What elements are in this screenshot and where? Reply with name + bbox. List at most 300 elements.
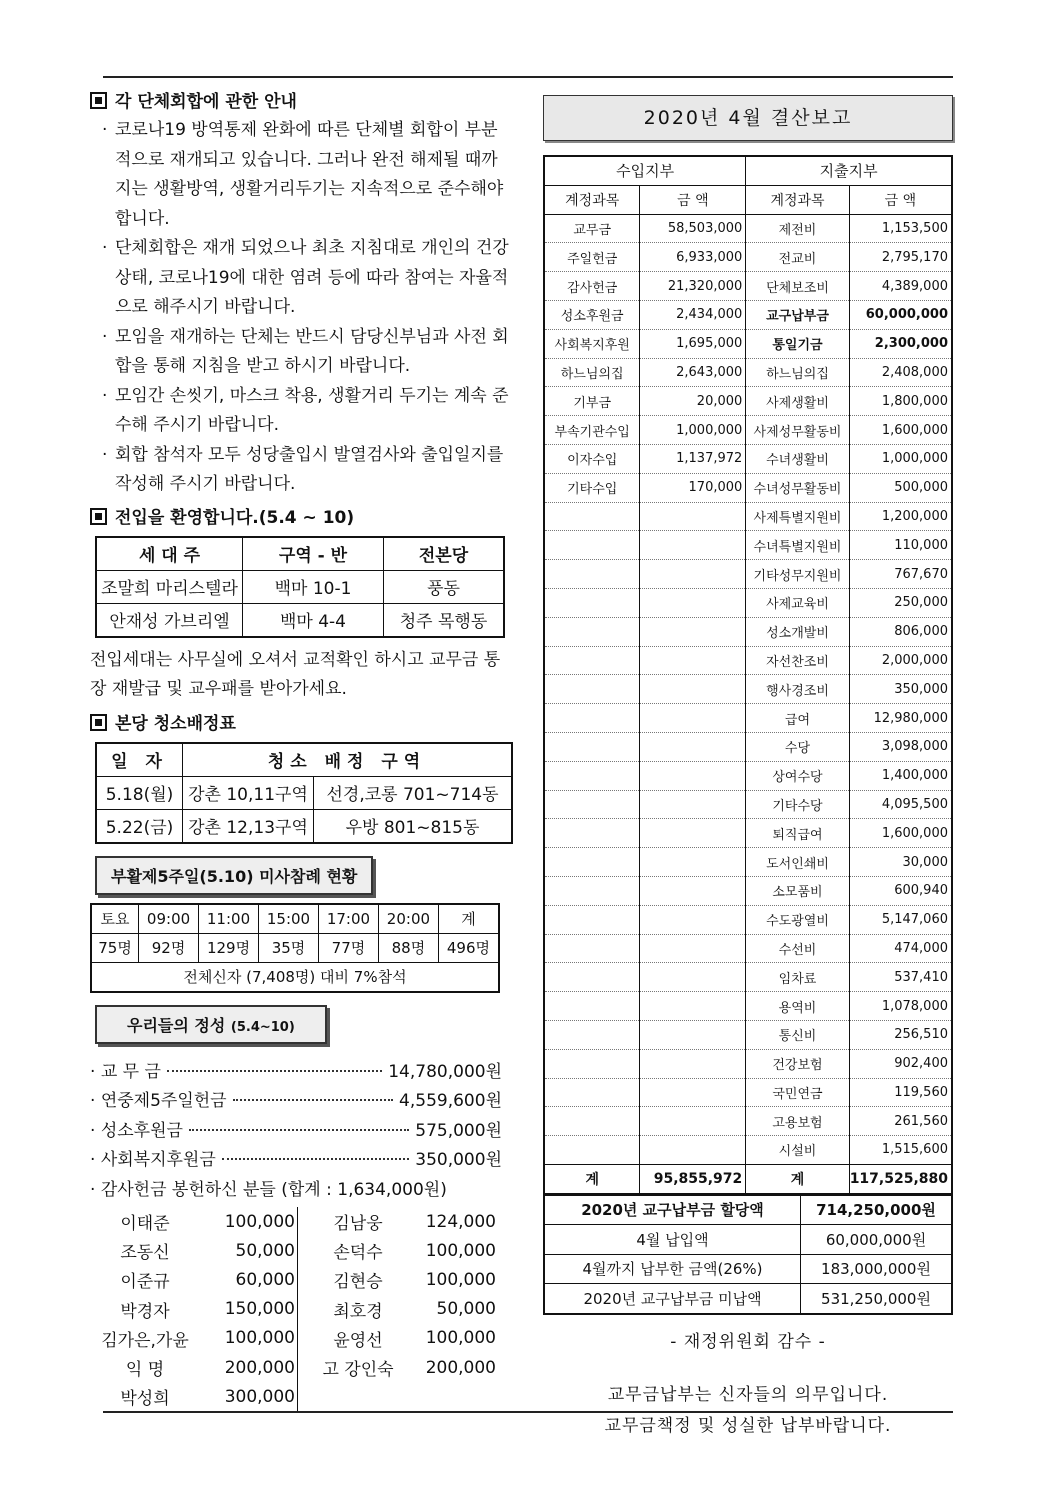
- cell: 수도광열비: [746, 905, 849, 934]
- list-item: · 연중제5주일헌금 4,559,600원: [90, 1091, 502, 1111]
- cell: [544, 876, 640, 905]
- cell: 496명: [438, 933, 499, 962]
- table-row: [544, 416, 952, 445]
- square-bullet-icon: [90, 508, 107, 525]
- cell: 77명: [318, 933, 378, 962]
- cell: 국민연금: [746, 1078, 849, 1107]
- cell: 백마 10-1: [243, 570, 384, 603]
- cell: 주일헌금: [544, 243, 640, 272]
- table-header-row: [91, 904, 499, 934]
- cell: 4월까지 납부한 금액(26%): [544, 1254, 801, 1284]
- cell: [544, 934, 640, 963]
- cell: 17:00: [318, 904, 378, 934]
- cell: 100,000: [425, 1269, 496, 1290]
- table-row: [544, 819, 952, 848]
- cell: [544, 588, 640, 617]
- cell: 성소개발비: [746, 617, 849, 646]
- cell: 95,855,972: [640, 1164, 746, 1193]
- cell: 714,250,000원: [801, 1195, 953, 1225]
- list-item: · 성소후원금 575,000원: [90, 1120, 502, 1141]
- cell: 기부금: [544, 387, 640, 416]
- cell: 500,000: [849, 473, 952, 502]
- cell: 통신비: [746, 1020, 849, 1049]
- cell: [640, 1020, 746, 1049]
- table-row: [90, 1382, 496, 1411]
- cell: 기타수입: [544, 473, 640, 502]
- table-row: [90, 1324, 496, 1353]
- cell: 20,000: [640, 387, 746, 416]
- cell: 임차료: [746, 963, 849, 992]
- square-bullet-icon: [90, 714, 107, 731]
- cleaning-title: 본당 청소배정표: [90, 710, 510, 738]
- left-column: [90, 88, 510, 1411]
- table-row: [544, 761, 952, 790]
- cell: [544, 1049, 640, 1078]
- cell: [298, 1382, 419, 1411]
- table-row: [544, 502, 952, 531]
- table-row: [544, 1078, 952, 1107]
- cell: 1,600,000: [849, 819, 952, 848]
- cell: [640, 560, 746, 589]
- cell: 이준규: [120, 1272, 170, 1293]
- notice-item: · 회합 참석자 모두 성당출입시 발열검사와 출입일지를 작성해 주시기 바랍니다.: [90, 441, 510, 500]
- cell: 200,000: [200, 1353, 298, 1382]
- cell: [640, 1049, 746, 1078]
- cell: [544, 848, 640, 877]
- cell: 767,670: [849, 560, 952, 589]
- table-row: [544, 790, 952, 819]
- cell: 806,000: [849, 617, 952, 646]
- cell: 75명: [91, 933, 139, 962]
- cell: [544, 502, 640, 531]
- cell: [544, 1107, 640, 1136]
- cleaning-table: [95, 742, 513, 844]
- cell: 100,000: [425, 1328, 496, 1349]
- table-row: [544, 1107, 952, 1136]
- total-row: [544, 1164, 952, 1193]
- cell: 4,389,000: [849, 272, 952, 301]
- cell: [544, 992, 640, 1021]
- cell: [640, 1107, 746, 1136]
- cell: 531,250,000원: [801, 1284, 953, 1314]
- table-row: [544, 560, 952, 589]
- offerings-title: 우리들의 정성 (5.4~10): [95, 1005, 327, 1044]
- list-item: · 교 무 금 14,780,000원: [90, 1061, 502, 1082]
- cell: 수녀성무활동비: [746, 473, 849, 502]
- table-row: [90, 1353, 496, 1382]
- cell: 하느님의집: [544, 358, 640, 387]
- table-row: [90, 1236, 496, 1265]
- cell: 3,098,000: [849, 732, 952, 761]
- cell: 256,510: [849, 1020, 952, 1049]
- cell: 6,933,000: [640, 243, 746, 272]
- table-row: [544, 588, 952, 617]
- cell: [544, 790, 640, 819]
- cell: 건강보험: [746, 1049, 849, 1078]
- cell: 1,800,000: [849, 387, 952, 416]
- table-row: [544, 1136, 952, 1165]
- cell: 350,000: [849, 675, 952, 704]
- cell: 계정과목: [746, 185, 849, 214]
- header-date: 일 자: [96, 743, 183, 777]
- cell: 09:00: [139, 904, 199, 934]
- cell: 1,078,000: [849, 992, 952, 1021]
- table-row: [544, 300, 952, 329]
- cell: [544, 819, 640, 848]
- cell: [544, 761, 640, 790]
- cell: 수당: [746, 732, 849, 761]
- table-row: [544, 704, 952, 733]
- cell: 1,137,972: [640, 444, 746, 473]
- table-row: [544, 934, 952, 963]
- cell: 60,000: [200, 1265, 298, 1294]
- cell: 100,000: [425, 1240, 496, 1261]
- cell: [640, 531, 746, 560]
- cell: 손덕수: [333, 1243, 383, 1264]
- cell: [640, 992, 746, 1021]
- cell: [640, 675, 746, 704]
- cell: 하느님의집: [746, 358, 849, 387]
- cell: 도서인쇄비: [746, 848, 849, 877]
- table-header-row: [96, 537, 504, 571]
- table-row: [544, 473, 952, 502]
- cell: 30,000: [849, 848, 952, 877]
- cell: 고 강인숙: [322, 1360, 394, 1381]
- table-header-row: [544, 156, 952, 185]
- cell: 사제생활비: [746, 387, 849, 416]
- cell: 902,400: [849, 1049, 952, 1078]
- cell: 기타수당: [746, 790, 849, 819]
- cell: 15:00: [259, 904, 319, 934]
- list-item: · 감사헌금 봉헌하신 분들 (합계 : 1,634,000원): [90, 1179, 447, 1200]
- table-row: [544, 1225, 952, 1255]
- cell: 21,320,000: [640, 272, 746, 301]
- quota-table: [543, 1195, 953, 1315]
- cell: [640, 1078, 746, 1107]
- cell: 성소후원금: [544, 300, 640, 329]
- cell: 제전비: [746, 214, 849, 243]
- cell: 4,095,500: [849, 790, 952, 819]
- cell: 김현승: [333, 1272, 383, 1293]
- table-row: [96, 603, 504, 637]
- cell: 단체보조비: [746, 272, 849, 301]
- cell: 110,000: [849, 531, 952, 560]
- cell: 92명: [139, 933, 199, 962]
- cell: [640, 934, 746, 963]
- cell: 300,000: [200, 1382, 298, 1411]
- table-row: [544, 329, 952, 358]
- closing-line-1: 교무금납부는 신자들의 의무입니다.: [607, 1384, 889, 1405]
- table-row: [91, 933, 499, 962]
- table-row: [544, 732, 952, 761]
- table-row: [544, 963, 952, 992]
- cell: [640, 646, 746, 675]
- cell: [640, 876, 746, 905]
- cell: 1,200,000: [849, 502, 952, 531]
- welcome-table: [95, 536, 505, 638]
- cell: [544, 646, 640, 675]
- table-row: [544, 1254, 952, 1284]
- cell: 2,434,000: [640, 300, 746, 329]
- cell: 이자수입: [544, 444, 640, 473]
- cell: 474,000: [849, 934, 952, 963]
- cell: 강촌 12,13구역: [183, 809, 314, 843]
- welcome-note: 전입세대는 사무실에 오셔서 교적확인 하시고 교무금 통장 재발급 및 교우패를 받아가세요.: [90, 649, 501, 699]
- cell: 청주 목행동: [384, 603, 505, 637]
- table-row: [96, 809, 512, 843]
- cell: [640, 848, 746, 877]
- cell: 계: [438, 904, 499, 934]
- cell: 2020년 교구납부금 미납액: [544, 1284, 801, 1314]
- cell: 5,147,060: [849, 905, 952, 934]
- cell: [544, 963, 640, 992]
- cell: 상여수당: [746, 761, 849, 790]
- audit-note: - 재정위원회 감수 -: [670, 1331, 826, 1352]
- cell: 선경,코롱 701~714동: [314, 776, 513, 809]
- cell: 이태준: [120, 1214, 170, 1235]
- expense-header: 지출지부: [746, 156, 952, 185]
- table-row: [544, 848, 952, 877]
- cell: 5.22(금): [96, 809, 183, 843]
- table-row: [544, 675, 952, 704]
- cell: 금 액: [849, 185, 952, 214]
- cell: 소모품비: [746, 876, 849, 905]
- cell: 4월 납입액: [544, 1225, 801, 1255]
- header-area: 청소 배정 구역: [183, 743, 513, 777]
- cell: 수녀생활비: [746, 444, 849, 473]
- cell: 1,400,000: [849, 761, 952, 790]
- cell: 전교비: [746, 243, 849, 272]
- cell: [544, 617, 640, 646]
- table-row: [544, 617, 952, 646]
- cell: 11:00: [199, 904, 259, 934]
- table-row: [90, 1295, 496, 1324]
- cell: 5.18(월): [96, 776, 183, 809]
- report-title: 2020년 4월 결산보고: [543, 95, 953, 141]
- cell: [544, 1078, 640, 1107]
- cell: 계: [746, 1164, 849, 1193]
- cell: 수녀특별지원비: [746, 531, 849, 560]
- cell: [544, 675, 640, 704]
- cell: 1,153,500: [849, 214, 952, 243]
- cell: 계: [544, 1164, 640, 1193]
- table-row: [544, 1020, 952, 1049]
- cell: 2,795,170: [849, 243, 952, 272]
- cell: 200,000: [425, 1357, 496, 1378]
- cell: 자선찬조비: [746, 646, 849, 675]
- cell: 김가은,가윤: [101, 1330, 189, 1351]
- cell: 2,643,000: [640, 358, 746, 387]
- donors-table: [90, 1207, 496, 1411]
- cell: 고용보험: [746, 1107, 849, 1136]
- cell: 익 명: [125, 1360, 165, 1381]
- table-subheader-row: [544, 185, 952, 214]
- table-row: [544, 1195, 952, 1225]
- cell: 100,000: [200, 1207, 298, 1236]
- cell: 금 액: [640, 185, 746, 214]
- cell: 50,000: [200, 1236, 298, 1265]
- cell: [640, 617, 746, 646]
- cell: 2,300,000: [849, 329, 952, 358]
- cell: 250,000: [849, 588, 952, 617]
- cell: [418, 1382, 496, 1411]
- cell: 사회복지후원: [544, 329, 640, 358]
- table-row: [91, 962, 499, 992]
- cell: [544, 560, 640, 589]
- cell: 시설비: [746, 1136, 849, 1165]
- cell: 강촌 10,11구역: [183, 776, 314, 809]
- table-row: [544, 214, 952, 243]
- cell: 60,000,000원: [801, 1225, 953, 1255]
- table-row: [544, 531, 952, 560]
- cell: [544, 1020, 640, 1049]
- table-row: [544, 1049, 952, 1078]
- header-householder: 세 대 주: [96, 537, 243, 571]
- table-row: [544, 1284, 952, 1314]
- cell: 사제교육비: [746, 588, 849, 617]
- cell: 통일기금: [746, 329, 849, 358]
- cell: 50,000: [436, 1299, 496, 1320]
- cell: 58,503,000: [640, 214, 746, 243]
- cell: 급여: [746, 704, 849, 733]
- cell: [544, 531, 640, 560]
- right-column: [543, 95, 953, 1436]
- table-row: [96, 776, 512, 809]
- cell: 1,515,600: [849, 1136, 952, 1165]
- cell: 백마 4-4: [243, 603, 384, 637]
- cell: 183,000,000원: [801, 1254, 953, 1284]
- top-rule: [103, 76, 953, 78]
- cell: 사제특별지원비: [746, 502, 849, 531]
- attendance-table: [90, 903, 500, 993]
- income-header: 수입지부: [544, 156, 746, 185]
- table-header-row: [96, 743, 512, 777]
- cell: 박성희: [120, 1389, 170, 1410]
- table-row: [544, 646, 952, 675]
- cell: 우방 801~815동: [314, 809, 513, 843]
- cell: [640, 1136, 746, 1165]
- cell: 20:00: [378, 904, 438, 934]
- cell: [640, 905, 746, 934]
- cell: 안재성 가브리엘: [96, 603, 243, 637]
- notice-item: · 코로나19 방역통제 완화에 따른 단체별 회합이 부분적으로 재개되고 있습니다. 그러나 완전 해제될 때까지는 생활방역, 생활거리두기는 지속적으로 준수해야 합니다.: [90, 116, 510, 234]
- notice-item: · 모임간 손씻기, 마스크 착용, 생활거리 두기는 계속 준수해 주시기 바랍니다.: [90, 382, 510, 441]
- cell: [640, 502, 746, 531]
- offerings-list: [90, 1058, 510, 1206]
- cell: [640, 963, 746, 992]
- table-row: [96, 570, 504, 603]
- cell: 117,525,880: [849, 1164, 952, 1193]
- cell: 최호경: [333, 1301, 383, 1322]
- attendance-title: 부활제5주일(5.10) 미사참례 현황: [95, 856, 373, 895]
- cell: 537,410: [849, 963, 952, 992]
- cell: 윤영선: [333, 1330, 383, 1351]
- cell: 수선비: [746, 934, 849, 963]
- cell: [544, 1136, 640, 1165]
- cell: 1,600,000: [849, 416, 952, 445]
- table-row: [544, 876, 952, 905]
- cell: [640, 790, 746, 819]
- table-row: [544, 992, 952, 1021]
- cell: [544, 905, 640, 934]
- cell: 2020년 교구납부금 할당액: [544, 1195, 801, 1225]
- notice-list: [90, 116, 510, 500]
- welcome-title: 전입을 환영합니다.(5.4 ~ 10): [90, 504, 510, 532]
- cell: [640, 761, 746, 790]
- header-previous-parish: 전본당: [384, 537, 505, 571]
- cell: 1,000,000: [849, 444, 952, 473]
- list-item: · 사회복지후원금 350,000원: [90, 1150, 502, 1170]
- attendance-summary: 전체신자 (7,408명) 대비 7%참석: [91, 962, 499, 992]
- table-row: [544, 272, 952, 301]
- table-row: [90, 1265, 496, 1294]
- cell: 60,000,000: [849, 300, 952, 329]
- cell: 조동신: [120, 1243, 170, 1264]
- cell: 부속기관수입: [544, 416, 640, 445]
- closing-line-2: 교무금책정 및 성실한 납부바랍니다.: [604, 1415, 892, 1436]
- cell: 88명: [378, 933, 438, 962]
- cell: 김남웅: [333, 1214, 383, 1235]
- table-row: [544, 905, 952, 934]
- table-row: [544, 358, 952, 387]
- cell: 계정과목: [544, 185, 640, 214]
- cell: 사제성무활동비: [746, 416, 849, 445]
- header-district: 구역 - 반: [243, 537, 384, 571]
- table-row: [90, 1207, 496, 1236]
- cell: [544, 704, 640, 733]
- cell: 기타성무지원비: [746, 560, 849, 589]
- cell: 150,000: [200, 1295, 298, 1324]
- cell: 1,695,000: [640, 329, 746, 358]
- cell: 교구납부금: [746, 300, 849, 329]
- cell: 124,000: [425, 1211, 496, 1232]
- cell: 261,560: [849, 1107, 952, 1136]
- cell: 35명: [259, 933, 319, 962]
- cell: 170,000: [640, 473, 746, 502]
- cell: [640, 732, 746, 761]
- cell: [640, 588, 746, 617]
- cell: 감사헌금: [544, 272, 640, 301]
- cell: 600,940: [849, 876, 952, 905]
- cell: 12,980,000: [849, 704, 952, 733]
- cell: [640, 819, 746, 848]
- cell: [544, 732, 640, 761]
- notice-item: · 단체회합은 재개 되었으나 최초 지침대로 개인의 건강상태, 코로나19에 대한 염려 등에 따라 참여는 자율적으로 해주시기 바랍니다.: [90, 234, 510, 323]
- cell: 2,408,000: [849, 358, 952, 387]
- square-bullet-icon: [90, 92, 107, 109]
- cell: 119,560: [849, 1078, 952, 1107]
- cell: 용역비: [746, 992, 849, 1021]
- cell: 조말희 마리스텔라: [96, 570, 243, 603]
- finance-table: [543, 155, 953, 1195]
- cell: 토요: [91, 904, 139, 934]
- cell: 1,000,000: [640, 416, 746, 445]
- cell: [640, 704, 746, 733]
- notice-title: 각 단체회합에 관한 안내: [90, 88, 510, 116]
- cell: 행사경조비: [746, 675, 849, 704]
- table-row: [544, 444, 952, 473]
- cell: 박경자: [120, 1301, 170, 1322]
- table-row: [544, 243, 952, 272]
- cell: 풍동: [384, 570, 505, 603]
- notice-item: · 모임을 재개하는 단체는 반드시 담당신부님과 사전 회합을 통해 지침을 받고 하시기 바랍니다.: [90, 323, 510, 382]
- cell: 2,000,000: [849, 646, 952, 675]
- cell: 교무금: [544, 214, 640, 243]
- table-row: [544, 387, 952, 416]
- cell: 100,000: [200, 1324, 298, 1353]
- cell: 129명: [199, 933, 259, 962]
- cell: 퇴직급여: [746, 819, 849, 848]
